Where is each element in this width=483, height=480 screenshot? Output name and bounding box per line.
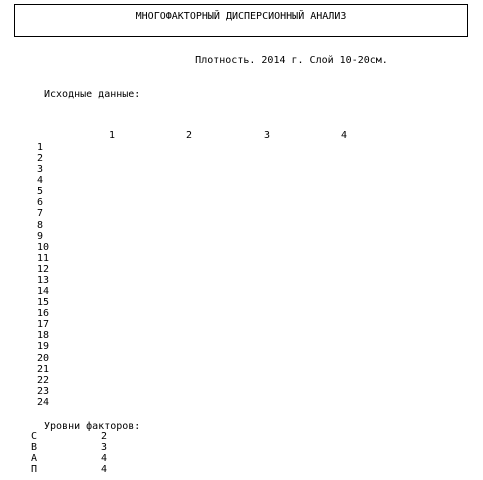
- factor-name: П: [31, 464, 38, 475]
- row-number: 20: [37, 352, 50, 364]
- factor-level-value: 4: [101, 453, 108, 464]
- factor-levels-title: Уровни факторов:: [44, 421, 141, 432]
- row-number: 13: [37, 274, 50, 286]
- row-number: 11: [37, 252, 50, 264]
- row-number: 6: [37, 197, 44, 209]
- row-number: 12: [37, 263, 50, 275]
- column-header: 4: [341, 130, 348, 141]
- row-number: 4: [37, 175, 44, 187]
- row-number: 18: [37, 330, 50, 342]
- row-number: 10: [37, 241, 50, 253]
- report-title: МНОГОФАКТОРНЫЙ ДИСПЕРСИОННЫЙ АНАЛИЗ: [14, 4, 468, 37]
- row-number: 2: [37, 153, 44, 165]
- row-number: 5: [37, 186, 44, 198]
- factor-name: С: [31, 431, 38, 442]
- source-data-label: Исходные данные:: [44, 89, 141, 100]
- factor-level-value: 2: [101, 431, 108, 442]
- row-number: 15: [37, 297, 50, 309]
- row-number: 14: [37, 286, 50, 298]
- column-header: 3: [264, 130, 271, 141]
- factor-name: А: [31, 453, 38, 464]
- report-subtitle: Плотность. 2014 г. Слой 10-20см.: [195, 55, 388, 66]
- factor-level-value: 3: [101, 442, 108, 453]
- row-number: 1: [37, 142, 44, 153]
- factor-level-value: 4: [101, 464, 108, 475]
- row-number: 19: [37, 341, 50, 353]
- column-header: 1: [109, 130, 116, 141]
- row-number: 24: [37, 396, 50, 408]
- row-number: 22: [37, 374, 50, 386]
- row-number: 21: [37, 363, 50, 375]
- row-number: 8: [37, 219, 44, 231]
- row-number: 9: [37, 230, 44, 242]
- row-number: 17: [37, 319, 50, 331]
- row-number: 23: [37, 385, 50, 397]
- column-header: 2: [186, 130, 193, 141]
- factor-name: В: [31, 442, 38, 453]
- row-number: 3: [37, 164, 44, 176]
- row-number: 7: [37, 208, 44, 220]
- row-number: 16: [37, 308, 50, 320]
